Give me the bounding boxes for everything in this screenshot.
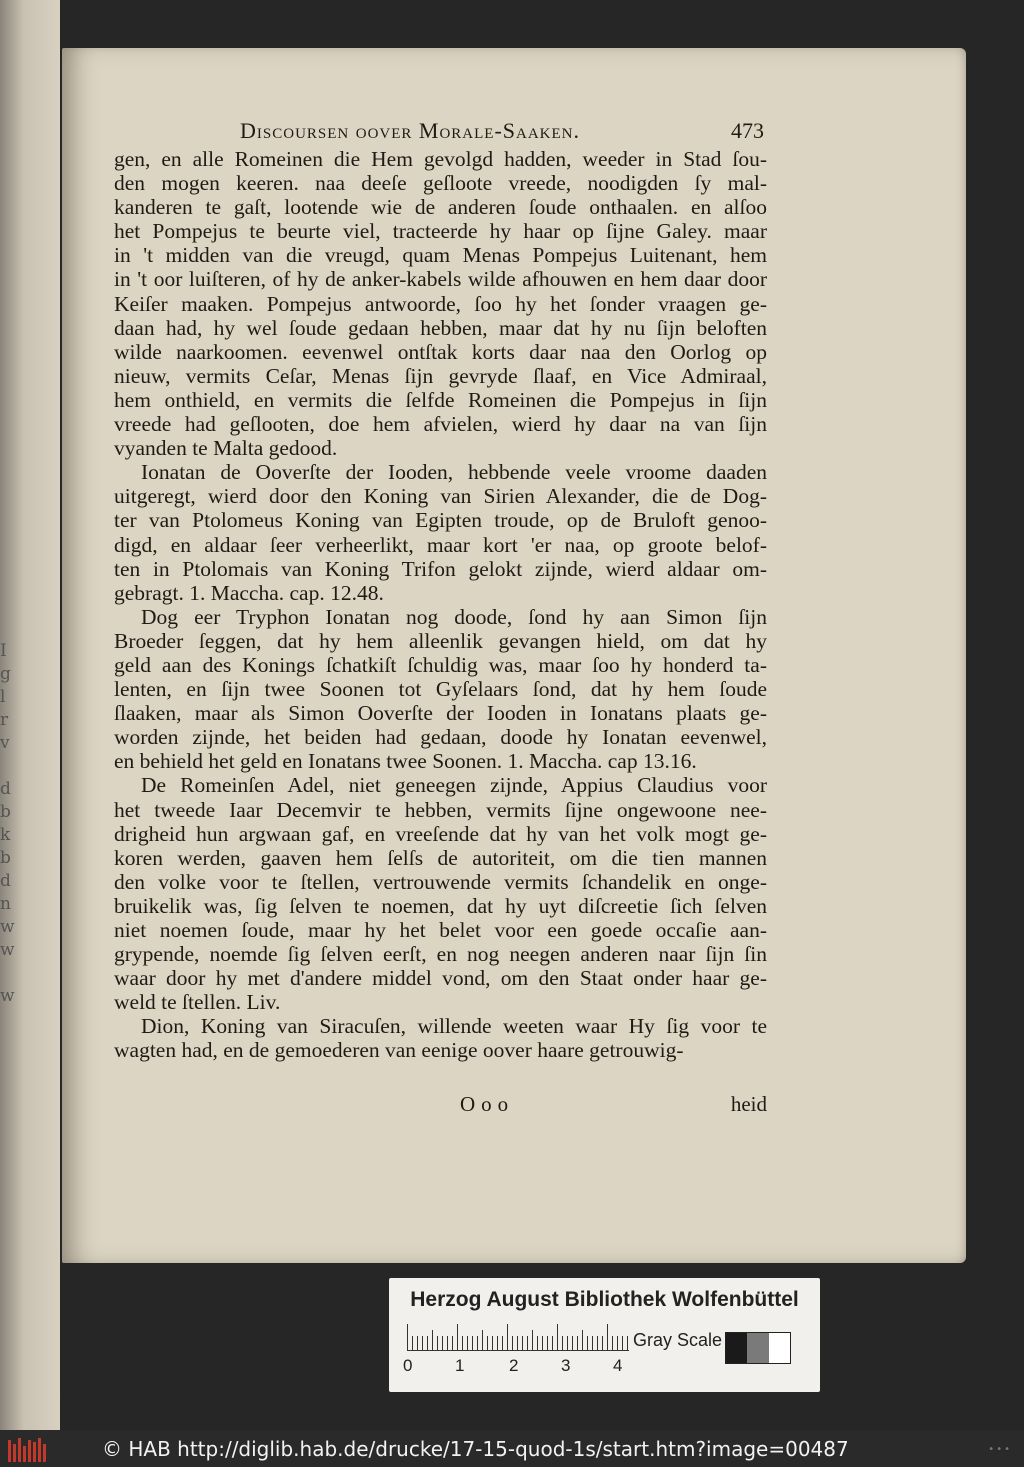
text-line: De Romeinſen Adel, niet geneegen zijnde, Appius Claudius voor <box>141 773 767 798</box>
text-line: en behield het geld en Ionatans twee Soonen. 1. Maccha. cap 13.16. <box>114 749 697 774</box>
body-text <box>114 147 767 1063</box>
source-url[interactable]: © HAB http://diglib.hab.de/drucke/17-15-quod-1s/start.htm?image=00487 <box>102 1436 849 1461</box>
text-line: niet noemen ſoude, maar hy het belet voor een goede occaſie aan- <box>114 918 767 942</box>
facing-page-letter: g <box>0 664 11 684</box>
facing-page-letter: d <box>0 779 11 799</box>
ruler-tick <box>617 1336 618 1350</box>
facing-page-letter: w <box>0 917 15 937</box>
text-line: vyanden te Malta gedood. <box>114 436 338 461</box>
ruler-tick <box>622 1336 623 1350</box>
ruler-tick <box>417 1336 418 1350</box>
text-line: hem onthield, en vermits die ſelfde Romeinen die Pompejus in ſijn <box>114 387 767 412</box>
library-name: Herzog August Bibliothek Wolfenbüttel <box>410 1288 799 1311</box>
text-line: Ionatan de Ooverſte der Iooden, hebbende veele vroome daaden <box>141 460 767 485</box>
text-line: waar door hy met d'andere middel vond, om den Staat onder haar ge- <box>114 966 767 991</box>
ruler-tick <box>472 1336 473 1350</box>
text-line: wagten had, en de gemoederen van eenige oover haare getrouwig- <box>114 1038 684 1063</box>
ruler-tick <box>537 1336 538 1350</box>
text-line: ter van Ptolomeus Koning van Egipten troude, op de Bruloft genoo- <box>114 508 767 533</box>
text-line: ſlaaken, maar als Simon Ooverſte der Iooden in Ionatans plaats ge- <box>114 701 767 726</box>
text-line: het tweede Iaar Decemvir te hebben, vermits ſijne ongewoone nee- <box>114 797 767 822</box>
ruler-tick <box>442 1336 443 1350</box>
ruler-tick <box>532 1330 533 1350</box>
ruler-tick <box>502 1336 503 1350</box>
gray-swatch-light <box>769 1333 790 1363</box>
facing-page-letter: d <box>0 871 11 891</box>
facing-page-letter: I <box>0 641 7 661</box>
ruler-tick <box>562 1336 563 1350</box>
text-line: den volke voor te ſtellen, vertrouwende vermits ſchandelik en onge- <box>114 869 767 894</box>
facing-page-letter: b <box>0 848 11 868</box>
ruler-tick <box>407 1324 408 1350</box>
ruler-tick <box>572 1336 573 1350</box>
text-line: daan had, hy wel ſoude gedaan hebben, maar dat hy nu ſijn beloften <box>114 315 767 340</box>
gray-swatch-mid <box>747 1333 768 1363</box>
library-color-card <box>389 1278 820 1392</box>
text-line: bruikelik was, ſig ſelven te noemen, dat hy uyt diſcreetie ſich ſelven <box>114 893 767 918</box>
ruler-tick <box>567 1336 568 1350</box>
page-number: 473 <box>731 118 764 143</box>
ruler-tick <box>457 1324 458 1350</box>
ruler-tick <box>507 1324 508 1350</box>
facing-page-letter: k <box>0 825 11 845</box>
text-line: geld aan des Konings ſchatkiſt ſchuldig was, maar ſoo hy honderd ta- <box>114 652 767 677</box>
logo-bar <box>33 1442 36 1462</box>
ruler-tick <box>612 1336 613 1350</box>
ruler-tick <box>477 1336 478 1350</box>
facing-page-letter: v <box>0 733 10 753</box>
ruler-tick <box>517 1336 518 1350</box>
facing-page-letter <box>0 755 20 778</box>
ruler-tick <box>547 1336 548 1350</box>
book-page <box>62 48 966 1263</box>
dots-icon: ••• <box>988 1444 1012 1455</box>
ruler-tick <box>552 1336 553 1350</box>
ruler-number: 3 <box>561 1356 571 1375</box>
facing-page-letter: l <box>0 687 6 707</box>
text-line: ten in Ptolomais van Koning Trifon gelokt zijnde, wierd aldaar om- <box>114 556 767 581</box>
scale-ruler <box>407 1324 629 1351</box>
facing-page-letter: n <box>0 894 11 914</box>
ruler-tick <box>427 1336 428 1350</box>
ruler-tick <box>527 1336 528 1350</box>
text-line: digd, en aldaar ſeer verheerlikt, maar kort 'er naa, op groote belof- <box>114 532 767 557</box>
ruler-number: 1 <box>455 1356 465 1375</box>
text-line: Keiſer maaken. Pompejus antwoorde, ſoo hy het ſonder vraagen ge- <box>114 291 767 316</box>
text-line: wilde naarkoomen. eevenwel ontſtak korts daar naa den Oorlog op <box>114 339 767 364</box>
text-line: koren werden, gaaven hem ſelſs de autoriteit, om die tien mannen <box>114 845 767 870</box>
facing-page-letter: b <box>0 802 11 822</box>
logo-bar <box>28 1440 31 1462</box>
ruler-tick <box>602 1336 603 1350</box>
ruler-tick <box>557 1324 558 1350</box>
url-bar <box>0 1430 1024 1467</box>
ruler-tick <box>587 1336 588 1350</box>
logo-bar <box>38 1438 41 1462</box>
text-line: in 't oor luiſteren, of hy de anker-kabels wilde afhouwen en hem daar door <box>114 267 767 292</box>
text-line: gebragt. 1. Maccha. cap. 12.48. <box>114 580 384 605</box>
facing-page-letter: r <box>0 710 9 730</box>
facing-page-letter: w <box>0 940 15 960</box>
page-header <box>240 118 764 148</box>
hab-logo-icon <box>8 1436 46 1462</box>
ruler-tick <box>512 1336 513 1350</box>
text-line: weld te ſtellen. Liv. <box>114 990 281 1015</box>
ruler-tick <box>447 1336 448 1350</box>
ruler-tick <box>437 1336 438 1350</box>
logo-bar <box>23 1446 26 1462</box>
facing-page-edge <box>0 0 60 1430</box>
ruler-tick <box>497 1336 498 1350</box>
facing-page-letters <box>0 640 20 1008</box>
ruler-tick <box>542 1336 543 1350</box>
signature-mark: Ooo <box>460 1092 515 1116</box>
text-line: Dog eer Tryphon Ionatan nog doode, ſond hy aan Simon ſijn <box>141 604 767 629</box>
ruler-tick <box>487 1336 488 1350</box>
text-line: Broeder ſeggen, dat hy hem alleenlik gevangen hield, om dat hy <box>114 628 767 653</box>
text-line: worden zijnde, het beiden had gedaan, doode hy Ionatan eevenwel, <box>114 725 767 750</box>
logo-bar <box>43 1444 46 1462</box>
ruler-tick <box>607 1324 608 1350</box>
facing-page-letter <box>0 962 20 985</box>
logo-bar <box>8 1440 11 1462</box>
text-line: in 't midden van die vreugd, quam Menas Pompejus Luitenant, hem <box>114 243 767 268</box>
ruler-tick <box>432 1330 433 1350</box>
ruler-tick <box>467 1336 468 1350</box>
ruler-tick <box>482 1330 483 1350</box>
running-head: Discoursen oover Morale-Saaken. <box>240 118 581 143</box>
page-footer <box>114 1092 767 1118</box>
ruler-number: 2 <box>509 1356 519 1375</box>
ruler-tick <box>592 1336 593 1350</box>
text-line: vreede had geſlooten, doe hem afvielen, wierd hy daar na van ſijn <box>114 412 767 437</box>
gray-swatch-dark <box>726 1333 747 1363</box>
ruler-number: 0 <box>403 1356 413 1375</box>
catchword: heid <box>730 1092 767 1116</box>
text-line: grypende, noemde ſig ſelven eerſt, en nog neegen anderen naar ſijn ſin <box>114 942 767 967</box>
text-line: den mogen keeren. naa deeſe geſloote vreede, noodigden ſy mal- <box>114 171 767 196</box>
ruler-tick <box>492 1336 493 1350</box>
ruler-tick <box>522 1336 523 1350</box>
ruler-tick <box>627 1336 628 1350</box>
gray-scale-label: Gray Scale <box>633 1330 723 1350</box>
ruler-tick <box>462 1336 463 1350</box>
ruler-tick <box>422 1336 423 1350</box>
text-line: gen, en alle Romeinen die Hem gevolgd hadden, weeder in Stad ſou- <box>114 147 767 171</box>
text-line: drigheid hun argwaan gaf, en vreeſende dat hy van het volk mogt ge- <box>114 821 767 846</box>
gray-scale-swatches <box>725 1332 791 1364</box>
text-line: lenten, en ſijn twee Soonen tot Gyſelaars ſond, dat hy hem ſoude <box>114 677 767 702</box>
ruler-tick <box>412 1336 413 1350</box>
logo-bar <box>18 1438 21 1462</box>
text-line: het Pompejus te beurte viel, tracteerde hy haar op ſijne Galey. maar <box>114 219 767 244</box>
text-line: uitgeregt, wierd door den Koning van Sirien Alexander, die de Dog- <box>114 484 767 509</box>
facing-page-letter: w <box>0 986 15 1006</box>
text-line: Dion, Koning van Siracuſen, willende weeten waar Hy ſig voor te <box>141 1014 767 1039</box>
ruler-number: 4 <box>613 1356 623 1375</box>
logo-bar <box>13 1444 16 1462</box>
ruler-tick <box>582 1330 583 1350</box>
ruler-tick <box>452 1336 453 1350</box>
ruler-tick <box>577 1336 578 1350</box>
text-line: nieuw, vermits Ceſar, Menas ſijn gevryde ſlaaf, en Vice Admiraal, <box>114 363 767 388</box>
ruler-tick <box>597 1336 598 1350</box>
text-line: kanderen te gaſt, lootende wie de anderen ſoude onthaalen. en alſoo <box>114 195 767 220</box>
